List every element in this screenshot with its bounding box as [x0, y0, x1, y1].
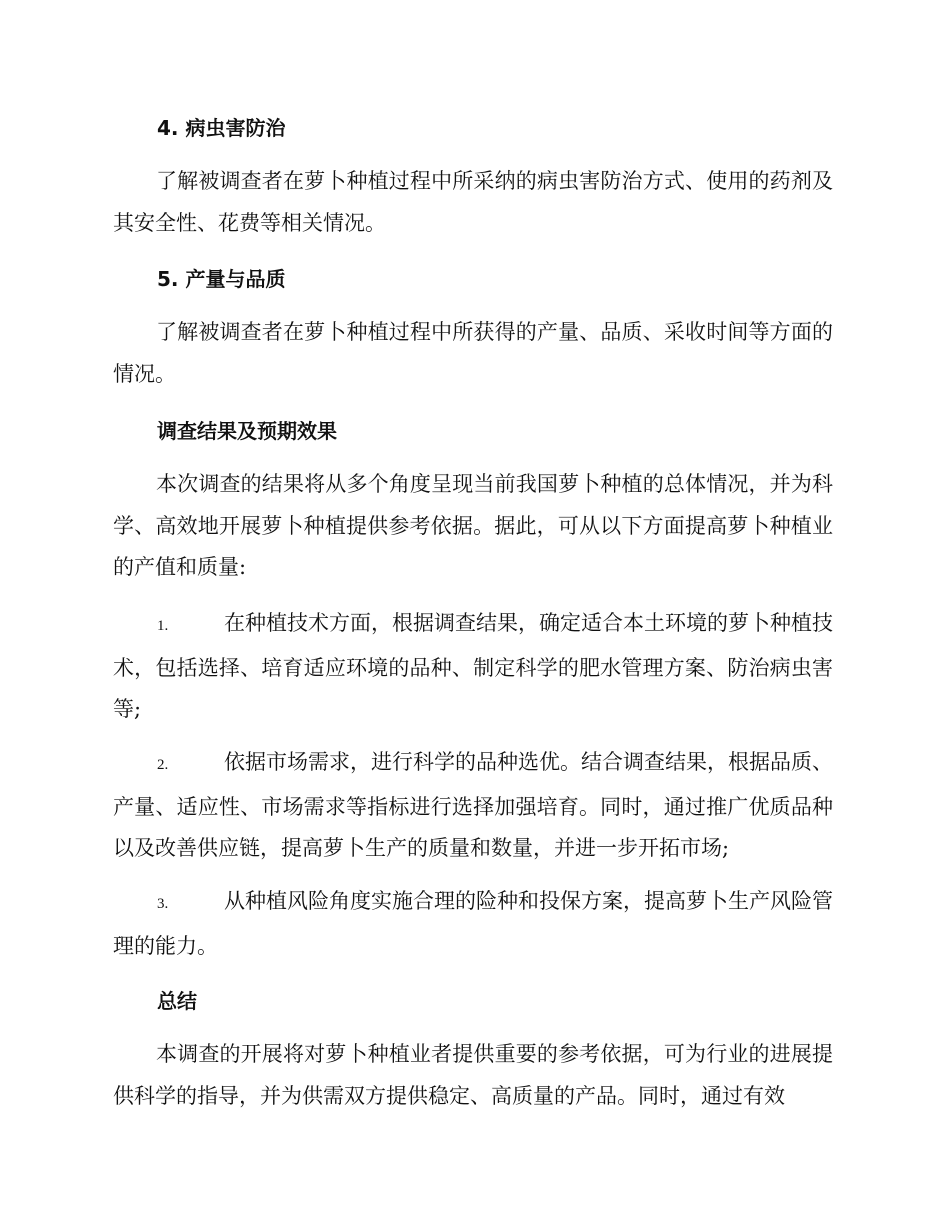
section-paragraph-pest-control: 了解被调查者在萝卜种植过程中所采纳的病虫害防治方式、使用的药剂及其安全性、花费等相关情况。 — [113, 169, 833, 235]
list-item-2 — [113, 742, 833, 870]
section-paragraph-results: 本次调查的结果将从多个角度呈现当前我国萝卜种植的总体情况，并为科学、高效地开展萝卜种植提供参考依据。据此，可从以下方面提高萝卜种植业的产值和质量: — [113, 472, 833, 579]
list-text: 从种植风险角度实施合理的险种和投保方案，提高萝卜生产风险管理的能力。 — [113, 889, 833, 958]
section-heading-results: 调查结果及预期效果 — [157, 419, 337, 443]
summary-heading: 总结 — [157, 989, 197, 1013]
list-text: 在种植技术方面，根据调查结果，确定适合本土环境的萝卜种植技术，包括选择、培育适应环境的品种、制定科学的肥水管理方案、防治病虫害等; — [113, 611, 833, 721]
section-paragraph-yield-quality: 了解被调查者在萝卜种植过程中所获得的产量、品质、采收时间等方面的情况。 — [113, 320, 833, 386]
summary-paragraph: 本调查的开展将对萝卜种植业者提供重要的参考依据，可为行业的进展提供科学的指导，并为供需双方提供稳定、高质量的产品。同时，通过有效 — [113, 1042, 833, 1108]
section-heading-pest-control: 4. 病虫害防治 — [157, 116, 286, 140]
list-item-3 — [113, 881, 833, 967]
list-number: 1. — [157, 618, 169, 634]
list-item-1 — [113, 603, 833, 731]
list-text: 依据市场需求，进行科学的品种选优。结合调查结果，根据品质、产量、适应性、市场需求等指标进行选择加强培育。同时，通过推广优质品种以及改善供应链，提高萝卜生产的质量和数量，并进一步开拓市场; — [113, 750, 833, 860]
list-number: 3. — [157, 896, 169, 912]
list-number: 2. — [157, 757, 169, 773]
section-heading-yield-quality: 5. 产量与品质 — [157, 267, 286, 291]
